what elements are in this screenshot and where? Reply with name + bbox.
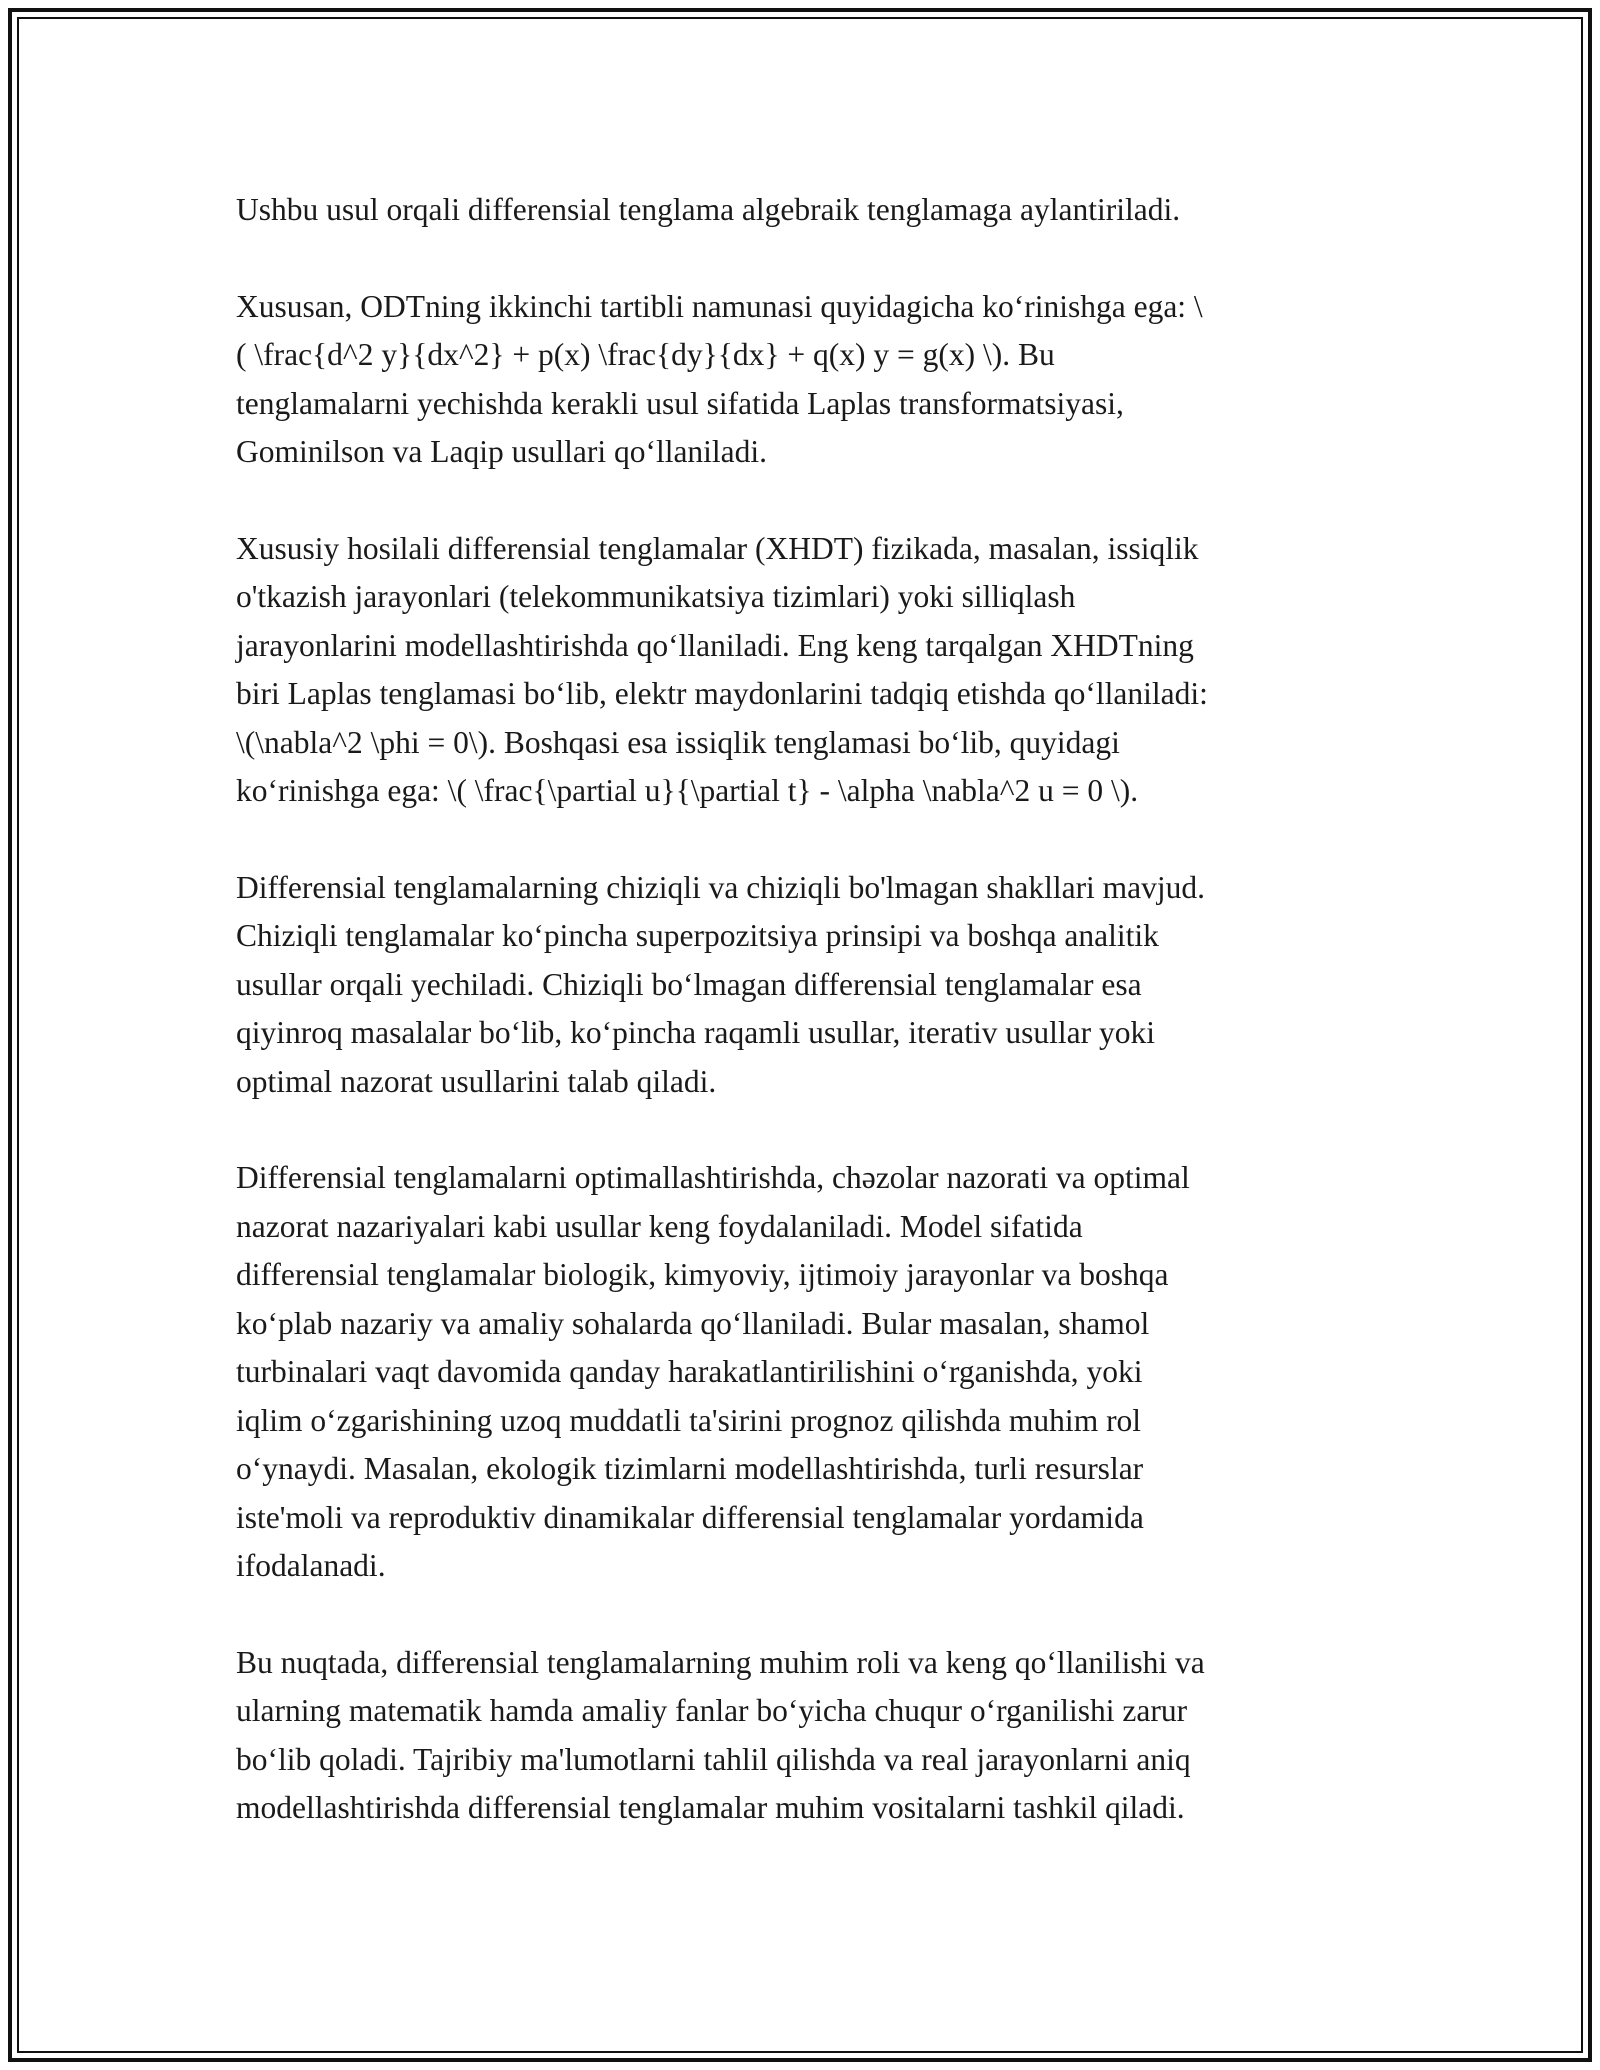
text-line: modellashtirishda differensial tenglamalar muhim vositalarni tashkil qiladi. bbox=[236, 1790, 1185, 1825]
paragraph bbox=[236, 525, 1376, 816]
text-line: Differensial tenglamalarning chiziqli va chiziqli bo'lmagan shakllari mavjud. bbox=[236, 869, 1206, 905]
document-body bbox=[236, 186, 1376, 1881]
text-line: ifodalanadi. bbox=[236, 1548, 386, 1583]
text-line: biri Laplas tenglamasi boʻlib, elektr maydonlarini tadqiq etishda qoʻllaniladi: bbox=[236, 676, 1208, 711]
paragraph bbox=[236, 283, 1376, 477]
paragraph bbox=[236, 186, 1376, 235]
text-line: boʻlib qoladi. Tajribiy ma'lumotlarni tahlil qilishda va real jarayonlarni aniq bbox=[236, 1741, 1191, 1777]
text-line: Xususiy hosilali differensial tenglamalar (XHDT) fizikada, masalan, issiqlik bbox=[236, 530, 1199, 566]
text-line: \(\nabla^2 \phi = 0\). Boshqasi esa issiqlik tenglamasi boʻlib, quyidagi bbox=[236, 724, 1120, 760]
text-line: turbinalari vaqt davomida qanday harakatlantirilishini oʻrganishda, yoki bbox=[236, 1354, 1143, 1389]
paragraph bbox=[236, 864, 1376, 1107]
text-line: oʻynaydi. Masalan, ekologik tizimlarni modellashtirishda, turli resurslar bbox=[236, 1451, 1144, 1486]
text-line: Bu nuqtada, differensial tenglamalarning muhim roli va keng qoʻllanilishi va bbox=[236, 1644, 1205, 1680]
text-line: Gominilson va Laqip usullari qoʻllaniladi. bbox=[236, 434, 768, 469]
text-line: Xususan, ODTning ikkinchi tartibli namunasi quyidagicha koʻrinishga ega: \ bbox=[236, 288, 1203, 324]
text-line: Differensial tenglamalarni optimallashtirishda, chəzolar nazorati va optimal bbox=[236, 1160, 1190, 1195]
text-line: differensial tenglamalar biologik, kimyoviy, ijtimoiy jarayonlar va boshqa bbox=[236, 1257, 1169, 1292]
text-line: Chiziqli tenglamalar koʻpincha superpozitsiya prinsipi va boshqa analitik bbox=[236, 918, 1159, 953]
text-line: qiyinroq masalalar boʻlib, koʻpincha raqamli usullar, iterativ usullar yoki bbox=[236, 1015, 1155, 1050]
paragraph bbox=[236, 1639, 1376, 1833]
text-line: iqlim oʻzgarishining uzoq muddatli ta'sirini prognoz qilishda muhim rol bbox=[236, 1402, 1142, 1438]
text-line: tenglamalarni yechishda kerakli usul sifatida Laplas transformatsiyasi, bbox=[236, 385, 1124, 421]
text-line: jarayonlarini modellashtirishda qoʻllaniladi. Eng keng tarqalgan XHDTning bbox=[236, 627, 1194, 663]
text-line: ( \frac{d^2 y}{dx^2} + p(x) \frac{dy}{dx} + q(x) y = g(x) \). Bu bbox=[236, 337, 1055, 372]
text-line: koʻplab nazariy va amaliy sohalarda qoʻllaniladi. Bular masalan, shamol bbox=[236, 1305, 1150, 1341]
text-line: koʻrinishga ega: \( \frac{\partial u}{\partial t} - \alpha \nabla^2 u = 0 \). bbox=[236, 773, 1139, 808]
text-line: Ushbu usul orqali differensial tenglama algebraik tenglamaga aylantiriladi. bbox=[236, 192, 1181, 227]
text-line: nazorat nazariyalari kabi usullar keng foydalaniladi. Model sifatida bbox=[236, 1208, 1083, 1244]
text-line: optimal nazorat usullarini talab qiladi. bbox=[236, 1063, 717, 1099]
text-line: o'tkazish jarayonlari (telekommunikatsiya tizimlari) yoki silliqlash bbox=[236, 579, 1076, 614]
text-line: iste'moli va reproduktiv dinamikalar differensial tenglamalar yordamida bbox=[236, 1499, 1144, 1535]
text-line: ularning matematik hamda amaliy fanlar boʻyicha chuqur oʻrganilishi zarur bbox=[236, 1693, 1188, 1728]
text-line: usullar orqali yechiladi. Chiziqli boʻlmagan differensial tenglamalar esa bbox=[236, 966, 1142, 1002]
paragraph bbox=[236, 1154, 1376, 1591]
